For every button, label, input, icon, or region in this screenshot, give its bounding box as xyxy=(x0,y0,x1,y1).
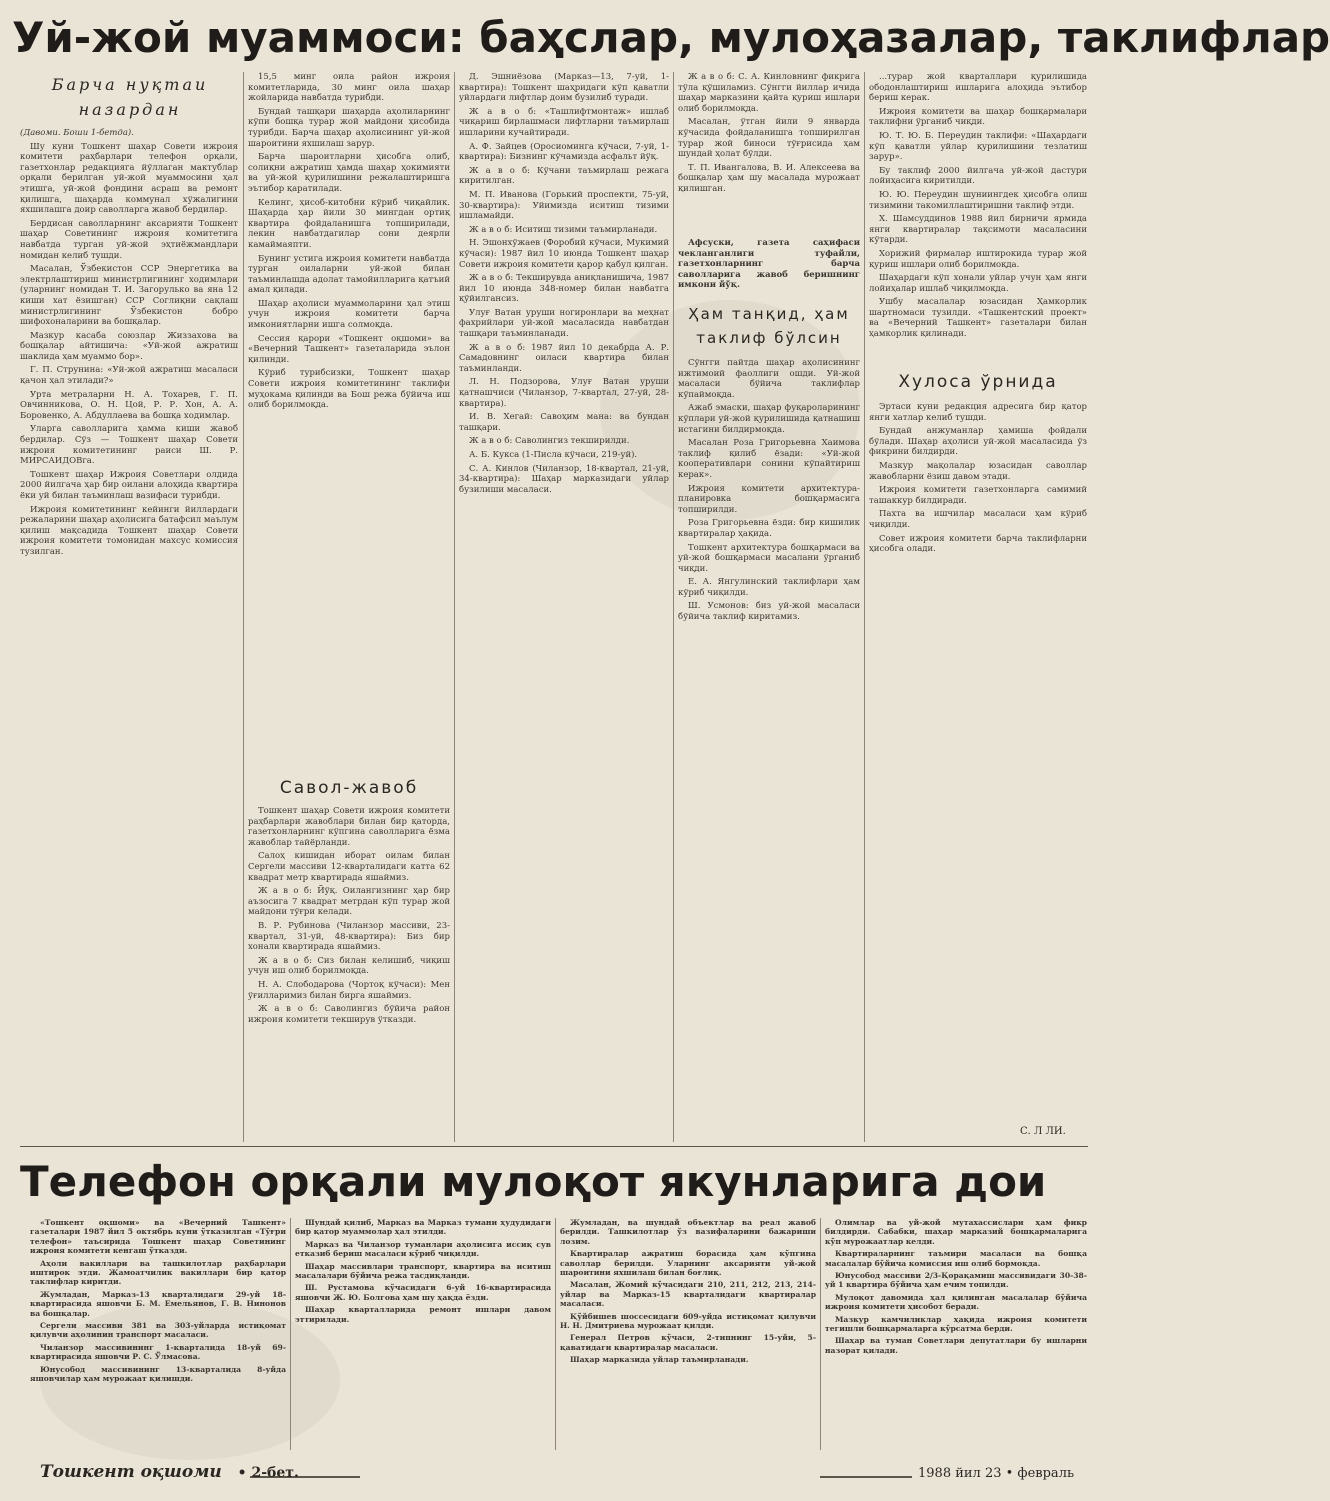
paragraph: Шаҳар аҳолиси муаммоларини ҳал этиш учун ижроия комитети барча имкониятларни ишга солмоқда. xyxy=(248,298,450,331)
paragraph: Г. П. Струнина: «Уй-жой ажратиш масаласи қачон ҳал этилади?» xyxy=(20,365,238,387)
paragraph: Ижроия комитетининг кейинги йиллардаги режаларини шаҳар аҳолисига батафсил маълум қилиш мақсадида Тошкент шаҳар Совети ижроия комитети томонидан махсус комиссия тузилган. xyxy=(20,504,238,557)
paragraph: Мазкур касаба союзлар Жиззахова ва бошқалар айтишича: «Уй-жой ажратиш шаклида ҳам муаммо бор». xyxy=(20,330,238,362)
paragraph: Афсуски, газета саҳифаси чекланганлиги туфайли, газетхонларнинг барча саволларига жавоб беришнинг имкони йўқ. xyxy=(678,238,860,291)
paragraph: Келинг, ҳисоб-китобни кўриб чиқайлик. Шаҳарда ҳар йили 30 мингдан ортиқ квартира фойдаланишга топширилади, лекин навбатдагилар сони деярли камаймаяпти. xyxy=(248,197,450,250)
paragraph: Мулоқот давомида ҳал қилинган масалалар бўйича ижроия комитети ҳисобот беради. xyxy=(825,1292,1087,1312)
article-column-1 xyxy=(20,128,238,1128)
paragraph: Уларга саволларига ҳамма киши жавоб бердилар. Сўз — Тошкент шаҳар Совети ижроия комитетининг раиси Ш. Р. МИРСАИДОВга. xyxy=(20,424,238,467)
paragraph: Ж а в о б: Текширувда аниқланишича, 1987 йил 10 июнда 348-номер билан навбатга қўйилгансиз. xyxy=(459,273,669,305)
paragraph: Эртаси куни редакция адресига бир қатор янги хатлар келиб тушди. xyxy=(869,402,1087,423)
paragraph: Масалан, ўтган йили 9 январда кўчасида фойдаланишга топширилган турар жой биноси тўғрисида ҳам шундай ҳолат бўлди. xyxy=(678,117,860,160)
paragraph: Мазкур мақолалар юзасидан саволлар жавобларни ёзиш давом этади. xyxy=(869,460,1087,482)
editor-note xyxy=(678,238,860,298)
footer-date xyxy=(918,1466,1074,1481)
paragraph: Ижроия комитети газетхонларга самимий ташаккур билдиради. xyxy=(869,485,1087,506)
paragraph: Ж а в о б: Саволингиз бўйича район ижроия комитети текширув ўтказди. xyxy=(248,1004,450,1025)
paragraph: Ж а в о б: Иситиш тизими таъмирланади. xyxy=(469,224,658,235)
paragraph: Ажаб эмаски, шаҳар фуқароларининг кўплари уй-жой қурилишида қатнашиш истагини билдирмоқда. xyxy=(678,403,860,435)
paragraph: Жумладан, ва шундай объектлар ва реал жавоб берилди. Ташкилотлар ўз вазифаларини бажариши лозим. xyxy=(560,1218,816,1246)
paragraph: Ж а в о б: Сиз билан келишиб, чиқиш учун иш олиб борилмоқда. xyxy=(248,955,450,977)
paragraph: Квартираларнинг таъмири масаласи ва бошқа масалалар бўйича комиссия иш олиб бормоқда. xyxy=(825,1249,1087,1268)
article-column-3 xyxy=(459,72,669,1140)
paragraph: Олимлар ва уй-жой мутахассислари ҳам фикр билдирди. Сабабки, шаҳар марказий бошқармаларига кўп мурожаатлар келди. xyxy=(825,1218,1087,1246)
paragraph: Юнусобод массивининг 13-кварталида 8-уйда яшовчилар ҳам мурожаат қилишди. xyxy=(30,1364,286,1384)
paragraph: Сергели массиви 381 ва 303-уйларда истиқомат қилувчи аҳолинин транспорт масаласи. xyxy=(30,1321,286,1340)
paragraph: Бундай анжуманлар ҳамиша фойдали бўлади. Шаҳар аҳолиси уй-жой масаласида ўз фикрини билдирди. xyxy=(869,426,1087,458)
footer-paper-name xyxy=(40,1462,299,1482)
paragraph: Мазкур камчиликлар ҳақида ижроия комитети тегишли бошқармаларга кўрсатма берди. xyxy=(825,1314,1087,1334)
paragraph: Ж а в о б: Саволингиз текширилди. xyxy=(469,436,630,447)
section-heading-criticism: Ҳам танқид, ҳам таклиф бўлсин xyxy=(688,305,850,347)
paragraph: «Тошкент оқшоми» ва «Вечерний Ташкент» газеталари 1987 йил 5 октябрь куни ўтказилган «Тўғри телефон» таъсирида Тошкент шаҳар Советининг ижроия комитети кенгаш ўтказди. xyxy=(30,1218,286,1256)
date-day-month: 23 • февраль xyxy=(984,1466,1075,1481)
paragraph: Барча шароитларни ҳисобга олиб, солиқни ажратиш ҳамда шаҳар ҳокимияти ва уй-жой қурилишини режалаштиришга эътибор қаратилади. xyxy=(248,152,450,194)
paragraph: Ижроия комитети архитектура-планировка бошқармасига топширилди. xyxy=(678,483,860,515)
column-rule xyxy=(243,72,244,1142)
paragraph: А. Б. Кукса (1-Писла кўчаси, 219-уй). xyxy=(469,450,638,460)
summary-column xyxy=(869,402,1087,1102)
paragraph: Ю. Т. Ю. Б. Переудин таклифи: «Шаҳардаги кўп қаватли уйлар қурилишини тезлатиш зарур». xyxy=(869,130,1087,163)
bottom-column-3 xyxy=(560,1218,816,1450)
paragraph: Салоҳ кишидан иборат оилам билан Сергели массиви 12-кварталидаги катта 62 квадрат метр квартирада яшаймиз. xyxy=(248,851,450,883)
paragraph: Сессия қарори «Тошкент оқшоми» ва «Вечерний Ташкент» газеталарида эълон қилинди. xyxy=(248,333,450,365)
paragraph: Н. Эшонхўжаев (Форобий кўчаси, Мукимий кўчаси): 1987 йил 10 июнда Тошкент шаҳар Совети ижроия комитети қарор қабул қилган. xyxy=(459,238,669,270)
paragraph: Ж а в о б: С. А. Кинловнинг фикрига тўла қўшиламиз. Сўнгги йиллар ичида шаҳар марказини қайта қуриш ишлари олиб борилмоқда. xyxy=(678,72,860,114)
section-heading-summary: Хулоса ўрнида xyxy=(898,372,1058,392)
paragraph: Марказ ва Чиланзор туманлари аҳолисига иссиқ сув етказиб бериш масаласи кўриб чиқилди. xyxy=(295,1239,551,1259)
paragraph: Юнусобод массиви 2/3-Қорақамиш массивидаги 30-38-уй 1 квартира бўйича ҳам ечим топилди. xyxy=(825,1271,1087,1290)
footer-rule xyxy=(820,1476,912,1478)
paragraph: Пахта ва ишчилар масаласи ҳам кўриб чиқилди. xyxy=(869,509,1087,530)
paragraph: Роза Григорьевна ёзди: бир кишилик квартиралар ҳақида. xyxy=(678,518,860,539)
paragraph: Ш. Усмонов: биз уй-жой масаласи бўйича таклиф киритамиз. xyxy=(678,601,860,623)
paragraph: Л. Н. Подзорова, Улуғ Ватан уруши қатнашчиси (Чиланзор, 7-квартал, 27-уй, 28-квартира). xyxy=(459,377,669,409)
paragraph: Ижроия комитети ва шаҳар бошқармалари таклифни ўрганиб чиқди. xyxy=(869,106,1087,128)
column-rule xyxy=(673,72,674,1142)
paragraph: Тошкент шаҳар Ижроия Советлари олдида 2000 йилгача ҳар бир оилани алоҳида квартира ёки уй билан таъминлаш вазифаси турибди. xyxy=(20,469,238,501)
paragraph: Ж а в о б: 1987 йил 10 декабрда А. Р. Самадовнинг оиласи квартира билан таъминланди. xyxy=(459,342,669,374)
paragraph: Х. Шамсуддинов 1988 йил бирничи ярмида янги квартиралар тақсимоти масаласини кўтарди. xyxy=(869,214,1087,246)
paragraph: Бердисан саволларнинг аксарияти Тошкент шаҳар Советининг ижроия комитетига навбатда турган уй-жой эҳтиёжмандлари номидан келиб тушди. xyxy=(20,218,238,261)
section-heading-qa: Савол-жавоб xyxy=(279,778,419,798)
bottom-column-4 xyxy=(825,1218,1087,1450)
paragraph: Шаҳар марказида уйлар таъмирланади. xyxy=(570,1355,749,1365)
page-number: • 2-бет. xyxy=(237,1465,299,1481)
article-column-5 xyxy=(869,72,1087,372)
paragraph: С. А. Кинлов (Чиланзор, 18-квартал, 21-уй, 34-квартира): Шаҳар марказидаги уйлар бузилиши масаласи. xyxy=(459,463,669,495)
paragraph: Шаҳар массивлари транспорт, квартира ва иситиш масалалари бўйича режа тасдиқланди. xyxy=(295,1261,551,1281)
article-column-4 xyxy=(678,358,860,1138)
paragraph: Н. А. Слободарова (Чортоқ кўчаси): Мен ўғилларимиз билан бирга яшаймиз. xyxy=(248,979,450,1001)
date-year: 1988 йил xyxy=(918,1466,981,1481)
paragraph: Шу куни Тошкент шаҳар Совети ижроия комитети раҳбарлари телефон орқали, газетхонлар редакцияга йўллаган мактублар орқали берилган уй-жой муаммосини ҳал этишга, уй-жой фондини асраш ва ремонт қилишга, шаҳарда коммунал хўжалигини яхшилашга доир саволларга жавоб бердилар. xyxy=(20,141,238,216)
paragraph: Бу таклиф 2000 йилгача уй-жой дастури лойиҳасига киритилди. xyxy=(869,165,1087,187)
bottom-column-2 xyxy=(295,1218,551,1450)
paragraph: Совет ижроия комитети барча таклифларни ҳисобга олади. xyxy=(869,533,1087,555)
column-rule xyxy=(864,72,865,1142)
signature: С. Л ЛИ. xyxy=(1020,1126,1066,1137)
column-rule xyxy=(820,1218,821,1450)
continuation-note: (Давоми. Боши 1-бетда). xyxy=(20,128,134,138)
column-rule xyxy=(290,1218,291,1450)
paragraph: Генерал Петров кўчаси, 2-типнинг 15-уйи, 5-қаватидаги квартиралар масаласи. xyxy=(560,1333,816,1352)
paper-name: Тошкент оқшоми xyxy=(40,1462,222,1482)
paragraph: Е. А. Янгулинский таклифлари ҳам кўриб чиқилди. xyxy=(678,577,860,598)
paragraph: Масалан Роза Григорьевна Хаимова таклиф қилиб ёзади: «Уй-жой кооперативлари сонини кўпайтириш керак». xyxy=(678,438,860,480)
article-column-4-top xyxy=(678,72,860,232)
paragraph: Тошкент архитектура бошқармаси ва уй-жой бошқармаси масалани ўрганиб чиқди. xyxy=(678,542,860,574)
paragraph: Тошкент шаҳар Совети ижроия комитети раҳбарлари жавоблари билан бир қаторда, газетхонларнинг кўпгина саволларига ёзма жавоблар тайёрланди. xyxy=(248,806,450,848)
qa-column xyxy=(248,806,450,1136)
paragraph: Бунинг устига ижроия комитети навбатда турган оилаларни уй-жой билан таъминлашда адолат тамойилларига қатъий амал қилади. xyxy=(248,253,450,296)
paragraph: 15,5 минг оила район ижроия комитетларида, 30 минг оила шаҳар жойларида навбатда турибди. xyxy=(248,72,450,104)
paragraph: Жумладан, Марказ-13 кварталидаги 29-уй 18-квартирасида яшовчи Б. М. Емельянов, Г. В. Нинонов ва бошқалар. xyxy=(30,1289,286,1318)
bottom-column-1 xyxy=(30,1218,286,1450)
paragraph: Масалан, Жомий кўчасидаги 210, 211, 212, 213, 214-уйлар ва Марказ-15 кварталидаги квартиралар масаласи. xyxy=(560,1280,816,1309)
paragraph: Ю. Ю. Переудин шуниингдек ҳисобга олиш тизимини такомиллаштиришни таклиф этди. xyxy=(869,189,1087,211)
paragraph: Шаҳардаги кўп хонали уйлар учун ҳам янги лойиҳалар ишлаб чиқилмоқда. xyxy=(869,273,1087,294)
paragraph: Кўриб турибсизки, Тошкент шаҳар Совети ижроия комитетининг таклифи муҳокама қилинди ва Бош режа бўйича иш олиб борилмоқда. xyxy=(248,368,450,411)
paragraph: Хорижий фирмалар иштирокида турар жой қуриш ишлари олиб борилмоқда. xyxy=(869,248,1087,270)
paragraph: Бундай ташқари шаҳарда аҳолиларнинг кўпи бошқа турар жой майдони ҳисобида турибди. Барча шаҳар аҳолисининг уй-жой шароитини яхшилаш зарур. xyxy=(248,106,450,149)
paragraph: Улуғ Ватан уруши ногиронлари ва меҳнат фахрийлари уй-жой масаласида навбатдан ташқари таъминланади. xyxy=(459,307,669,340)
article-subhead: Барча нуқтаи назардан xyxy=(51,75,209,119)
paragraph: Ж а в о б: Йўқ. Оилангизнинг ҳар бир аъзосига 7 квадрат метрдан кўп турар жой майдони тўғри келади. xyxy=(248,886,450,918)
paragraph: И. В. Хегай: Савоҳим мана: ва бундан ташқари. xyxy=(459,412,669,433)
paragraph: Ж а в о б: «Ташлифтмонтаж» ишлаб чиқариш бирлашмаси лифтларни таъмирлаш ишларини кучайтиради. xyxy=(459,106,669,138)
paragraph: Ушбу масалалар юзасидан Ҳамкорлик шартномаси тузилди. «Ташкентский проект» ва «Вечерний Ташкент» газеталари билан ҳамкорлик қилинади. xyxy=(869,297,1087,340)
section-divider xyxy=(20,1146,1088,1147)
paragraph: Ж а в о б: Кўчани таъмирлаш режага киритилган. xyxy=(459,165,669,187)
paragraph: Қўйбишев шоссесидаги 609-уйда истиқомат қилувчи Н. Н. Дмитриева мурожаат қилди. xyxy=(560,1311,816,1331)
paragraph: Аҳоли вакиллари ва ташкилотлар раҳбарлари иштирок этди. Жамоатчилик вакиллари бир қатор таклифлар киритди. xyxy=(30,1258,286,1287)
article-column-2 xyxy=(248,72,450,772)
paragraph: В. Р. Рубинова (Чиланзор массиви, 23-квартал, 31-уй, 48-квартира): Биз бир хонали квартирада яшаймиз. xyxy=(248,920,450,953)
paragraph: Шаҳар кварталларида ремонт ишлари давом эттирилади. xyxy=(295,1305,551,1324)
paragraph: Чиланзор массивининг 1-кварталида 18-уй 69-квартирасида яшовчи Р. С. Ўлмасова. xyxy=(30,1342,286,1362)
paragraph: Т. П. Ивангалова, В. И. Алексеева ва бошқалар ҳам шу масалада мурожаат қилишган. xyxy=(678,162,860,194)
column-rule xyxy=(555,1218,556,1450)
column-rule xyxy=(454,72,455,1142)
paragraph: М. П. Иванова (Горький проспекти, 75-уй, 30-квартира): Уйимизда иситиш тизими ишламайди. xyxy=(459,189,669,222)
paragraph: ...турар жой кварталлари қурилишида ободонлаштириш ишларига алоҳида эътибор бериш керак. xyxy=(869,72,1087,104)
paragraph: Квартиралар ажратиш борасида ҳам кўпгина саволлар берилди. Уларнинг аксарияти уй-жой шароитини яхшилаш билан боғлиқ. xyxy=(560,1249,816,1278)
paragraph: Масалан, Ўзбекистон ССР Энергетика ва электрлаштириш министрлигининг ходимлари (уларнинг номидан Т. И. Загорулько ва яна 12 киши хат ёзишган) ССР Соглиқни сақлаш министрлигининг Ўзбекистон бобро шифохоналарини ва бошқалар. xyxy=(20,264,238,328)
paragraph: Ш. Рустамова кўчасидаги 6-уй 16-квартирасида яшовчи Ж. Ю. Болгова ҳам шу ҳақда ёзди. xyxy=(295,1283,551,1302)
paragraph: Шаҳар ва туман Советлари депутатлари бу ишларни назорат қилади. xyxy=(825,1336,1087,1355)
paragraph: А. Ф. Зайцев (Оросиоминга кўчаси, 7-уй, 1-квартира): Бизнинг кўчамизда асфальт йўқ. xyxy=(459,141,669,163)
paragraph: Урта метраларни Н. А. Тохарев, Г. П. Овчинникова, О. Н. Цой, Р. Р. Хон, А. А. Боровенко, А. Абдуллаева ва бошқа ходимлар. xyxy=(20,389,238,421)
paragraph: Сўнгги пайтда шаҳар аҳолисининг ижтимоий фаоллиги ошди. Уй-жой масаласи бўйича таклифлар кўпаймоқда. xyxy=(678,358,860,400)
paragraph: Шундай қилиб, Марказ ва Марказ тумани ҳудудидаги бир қатор муаммолар ҳал этилди. xyxy=(295,1218,551,1237)
main-headline: Уй-жой муаммоси: баҳслар, мулоҳазалар, таклифлар xyxy=(12,13,1330,62)
paragraph: Д. Эшниёзова (Марказ—13, 7-уй, 1-квартира): Тошкент шаҳридаги кўп қаватли уйлардаги лифтлар доим бузилиб туради. xyxy=(459,72,669,104)
bottom-headline: Телефон орқали мулоқот якунларига дои xyxy=(20,1157,1047,1206)
